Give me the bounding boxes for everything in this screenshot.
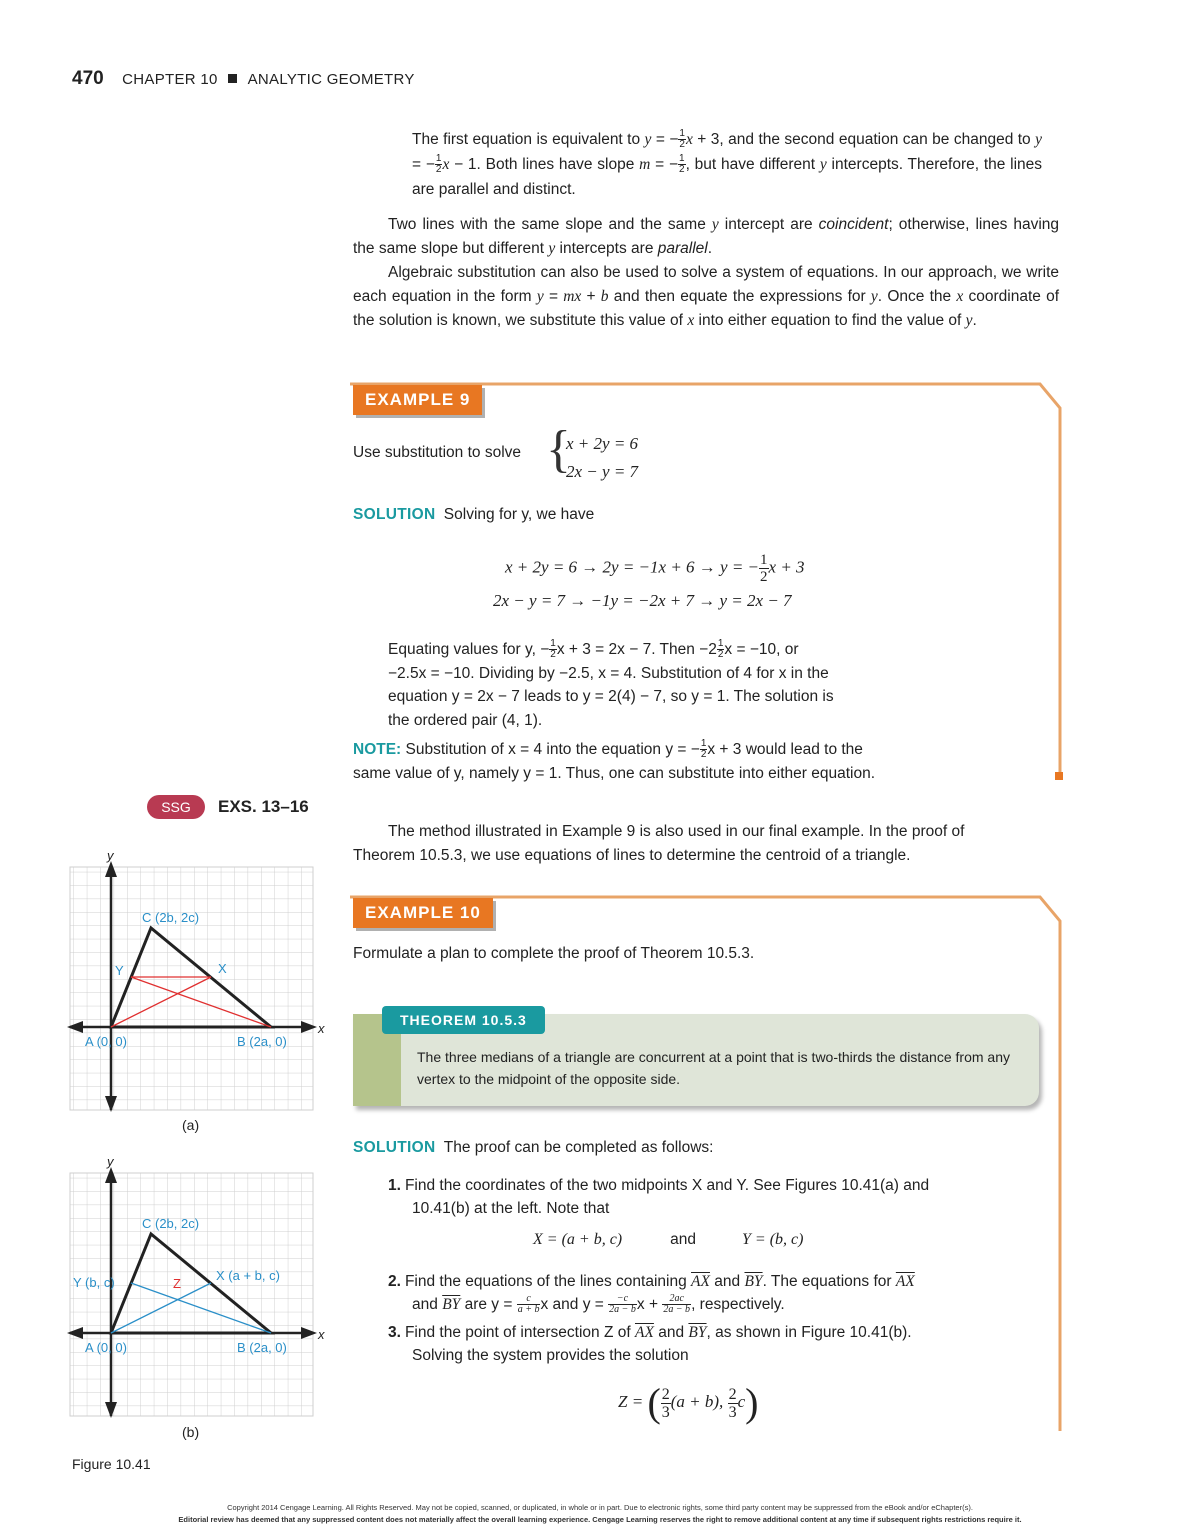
step-1: 1. Find the coordinates of the two midpoints X and Y. See Figures 10.41(a) and 10.41(b) at the left. Note that xyxy=(388,1177,930,1217)
example9-brace: { xyxy=(546,421,571,478)
example9-derivation-1: x + 2y = 6 → 2y = −1x + 6 → y = − $\frac{1}{2}$ x + 3 xyxy=(505,552,805,585)
grid xyxy=(70,1173,313,1416)
vertex-a-label: A (0, 0) xyxy=(85,1034,127,1049)
centroid-z-label: Z xyxy=(173,1276,181,1291)
header-square-icon xyxy=(228,74,237,83)
ssg-exercises: EXS. 13–16 xyxy=(218,797,309,816)
centroid-equation: Z = ( $\frac{2}{3}$ (a + b), $\frac{2}{3}$ c) xyxy=(618,1380,759,1426)
step-2: 2. Find the equations of the lines containing $\overline{AX}$ and $\overline{BY}$. The equations for $\overline{AX}$ and $\overline{BY}$ are y = $\frac{c}{a + b}$ x and y = $\frac{-c}{2a - b}$ x + $\frac{2ac}{2a - b}$ , respectively. xyxy=(388,1273,915,1316)
midpoint-y-label: Y (b, c) xyxy=(73,1275,115,1290)
y-axis-label: y xyxy=(107,848,114,863)
example9-solution: SOLUTION Solving for y, we have xyxy=(353,506,595,523)
intro-paragraph-2: Two lines with the same slope and the same y intercept are coincident; otherwise, lines having the same slope but different y intercepts are parallel. Algebraic substitution can also be used to solve a system of equations. In our approach, we write each equation in the form y = mx + b and then equate the expressions for y. Once the x coordinate of the solution is known, we substitute this value of x into either equation to find the value of y. xyxy=(353,216,1060,329)
y-axis-label: y xyxy=(107,1154,114,1169)
figure-a xyxy=(60,845,340,1120)
figure-a-label: (a) xyxy=(182,1117,200,1133)
bridge-paragraph: The method illustrated in Example 9 is also used in our final example. In the proof of Theorem 10.5.3, we use equations of lines to determine the centroid of a triangle. xyxy=(353,823,965,864)
figure-caption: Figure 10.41 xyxy=(72,1456,151,1472)
vertex-c-label: C (2b, 2c) xyxy=(142,1216,200,1231)
step1-midpoints: X = (a + b, c) and Y = (b, c) xyxy=(533,1231,804,1248)
page-number: 470 xyxy=(72,68,104,89)
theorem-text: The three medians of a triangle are concurrent at a point that is two-thirds the distance from any vertex to the midpoint of the opposite side. xyxy=(417,1049,1010,1087)
midpoint-y-label: Y xyxy=(115,963,124,978)
intro-paragraph-1: The first equation is equivalent to y = − $\frac{1}{2}$ x + 3, and the second equation can be changed to y = − $\frac{1}{2}$ x − 1. Both lines have slope m = − $\frac{1}{2}$ , but have different y intercepts. Therefore, the lines are parallel and distinct. xyxy=(412,128,1043,198)
x-axis-label: x xyxy=(318,1327,325,1342)
grid xyxy=(70,867,313,1110)
vertex-c-label: C (2b, 2c) xyxy=(142,910,200,925)
example9-note: NOTE: Substitution of x = 4 into the equation y = − $\frac{1}{2}$ x + 3 would lead to the same value of y, namely y = 1. Thus, one can substitute into either equation. xyxy=(353,738,875,782)
example10-tab: EXAMPLE 10 xyxy=(353,898,493,928)
example9-prompt: Use substitution to solve xyxy=(353,444,522,461)
copyright-line-2: Editorial review has deemed that any suppressed content does not materially affect the overall learning experience. Cengage Learning reserves the right to remove additional content at any time if subsequent rights restrictions require it. xyxy=(178,1515,1022,1524)
example10-prompt: Formulate a plan to complete the proof of Theorem 10.5.3. xyxy=(353,945,755,962)
ssg-badge[interactable]: SSG xyxy=(147,795,205,819)
figure-b-label: (b) xyxy=(182,1424,200,1440)
copyright-line-1: Copyright 2014 Cengage Learning. All Rights Reserved. May not be copied, scanned, or duplicated, in whole or in part. Due to electronic rights, some third party content may be suppressed from the eBook and/or eChapter(s). xyxy=(227,1503,973,1512)
section-label: ANALYTIC GEOMETRY xyxy=(247,71,415,88)
example9-equating: Equating values for y, − $\frac{1}{2}$ x + 3 = 2x − 7. Then −2 $\frac{1}{2}$ x = −10, or −2.5x = −10. Dividing by −2.5, x = 4. Substitution of 4 for x in the equation y = 2x − 7 leads to y = 2(4) − 7, so y = 1. The solution is the ordered pair (4, 1). xyxy=(388,638,834,729)
midpoint-x-label: X (a + b, c) xyxy=(216,1268,280,1283)
example9-derivation-2: 2x − y = 7 → −1y = −2x + 7 → y = 2x − 7 xyxy=(493,591,792,610)
example9-system: x + 2y = 6 2x − y = 7 xyxy=(566,434,639,481)
vertex-b-label: B (2a, 0) xyxy=(237,1034,287,1049)
midpoint-x-label: X xyxy=(218,961,227,976)
figure-b xyxy=(60,1151,340,1426)
chapter-label: CHAPTER 10 xyxy=(122,71,218,88)
vertex-b-label: B (2a, 0) xyxy=(237,1340,287,1355)
theorem-tab: THEOREM 10.5.3 xyxy=(382,1006,545,1034)
example9-tab: EXAMPLE 9 xyxy=(353,385,482,415)
vertex-a-label: A (0, 0) xyxy=(85,1340,127,1355)
step-3: 3. Find the point of intersection Z of $\overline{AX}$ and $\overline{BY}$, as shown in Figure 10.41(b). Solving the system provides the solution xyxy=(388,1324,912,1364)
example10-solution: SOLUTION The proof can be completed as follows: xyxy=(353,1139,714,1156)
running-header xyxy=(72,68,415,90)
x-axis-label: x xyxy=(318,1021,325,1036)
